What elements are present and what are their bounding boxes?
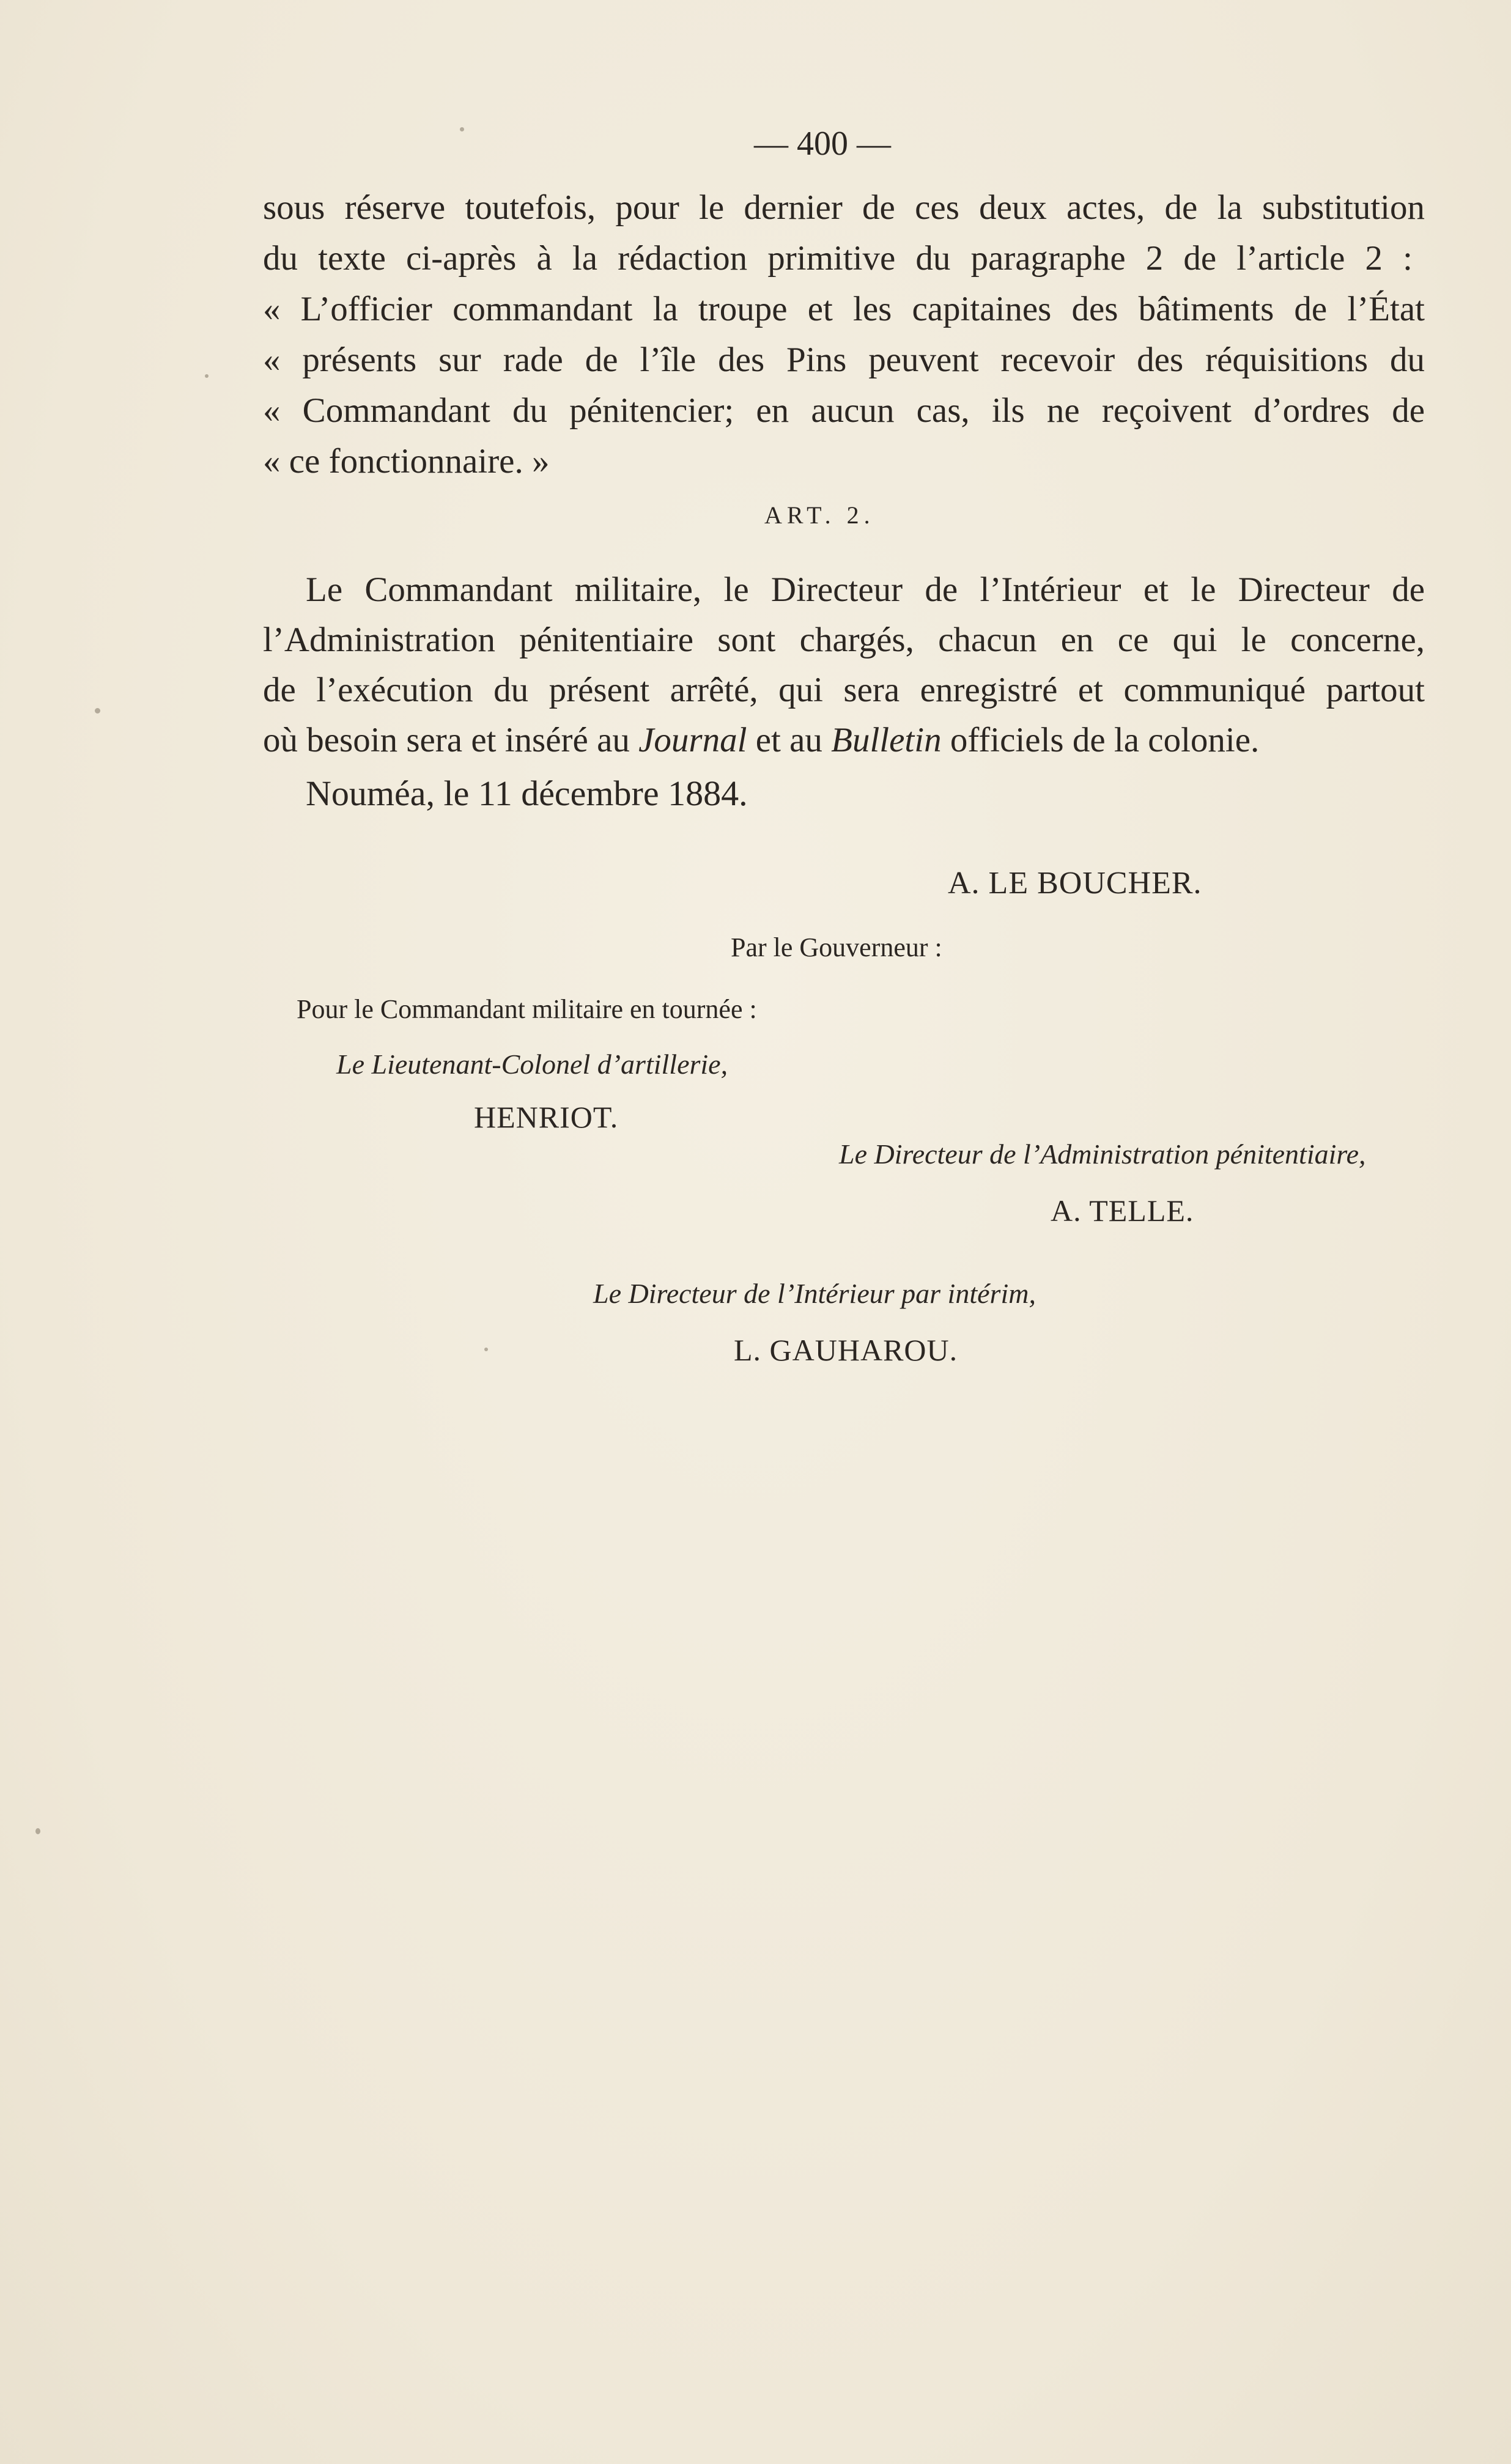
- military-intro: Pour le Commandant militaire en tournée :: [297, 994, 757, 1024]
- place-date: Nouméa, le 11 décembre 1884.: [306, 773, 748, 813]
- quote-line: « L’officier commandant la troupe et les capitaines des bâtiments de l’État: [263, 290, 1425, 328]
- governor-signature: A. LE BOUCHER.: [948, 866, 1202, 901]
- quote-line: « présents sur rade de l’île des Pins peuvent recevoir des réquisitions du: [263, 341, 1425, 379]
- journal-title: Journal: [638, 721, 747, 759]
- article-heading: ART. 2.: [764, 501, 875, 529]
- quote-line: « ce fonctionnaire. »: [263, 442, 550, 481]
- quote-line: « Commandant du pénitencier; en aucun cas, ils ne reçoivent d’ordres de: [263, 391, 1425, 430]
- interior-title: Le Directeur de l’Intérieur par intérim,: [593, 1278, 1036, 1309]
- text-line: de l’exécution du présent arrêté, qui sera enregistré et communiqué partout: [263, 671, 1425, 709]
- paper-speck: [460, 127, 464, 131]
- text-line: Le Commandant militaire, le Directeur de l’Intérieur et le Directeur de: [306, 570, 1425, 609]
- text-line: du texte ci-après à la rédaction primitive du paragraphe 2 de l’article 2 :: [263, 239, 1413, 278]
- penitentiary-title: Le Directeur de l’Administration pénitentiaire,: [839, 1138, 1366, 1170]
- text-segment: officiels de la colonie.: [941, 721, 1260, 759]
- text-line: l’Administration pénitentiaire sont chargés, chacun en ce qui le concerne,: [263, 621, 1425, 659]
- paper-speck: [205, 374, 209, 378]
- text-line: sous réserve toutefois, pour le dernier de ces deux actes, de la substitution: [263, 188, 1425, 227]
- military-signature: HENRIOT.: [474, 1100, 619, 1134]
- paper-speck: [484, 1348, 488, 1351]
- par-le-gouverneur: Par le Gouverneur :: [731, 932, 942, 962]
- interior-signature: L. GAUHAROU.: [734, 1333, 958, 1367]
- text-segment: où besoin sera et inséré au: [263, 721, 639, 759]
- penitentiary-signature: A. TELLE.: [1051, 1193, 1194, 1228]
- page-number: — 400 —: [754, 125, 891, 163]
- paper-speck: [95, 708, 100, 714]
- paper-speck: [35, 1828, 40, 1834]
- text-line: [263, 716, 1259, 765]
- text-segment: et au: [747, 721, 832, 759]
- military-title: Le Lieutenant-Colonel d’artillerie,: [336, 1049, 728, 1080]
- bulletin-title: Bulletin: [831, 721, 942, 759]
